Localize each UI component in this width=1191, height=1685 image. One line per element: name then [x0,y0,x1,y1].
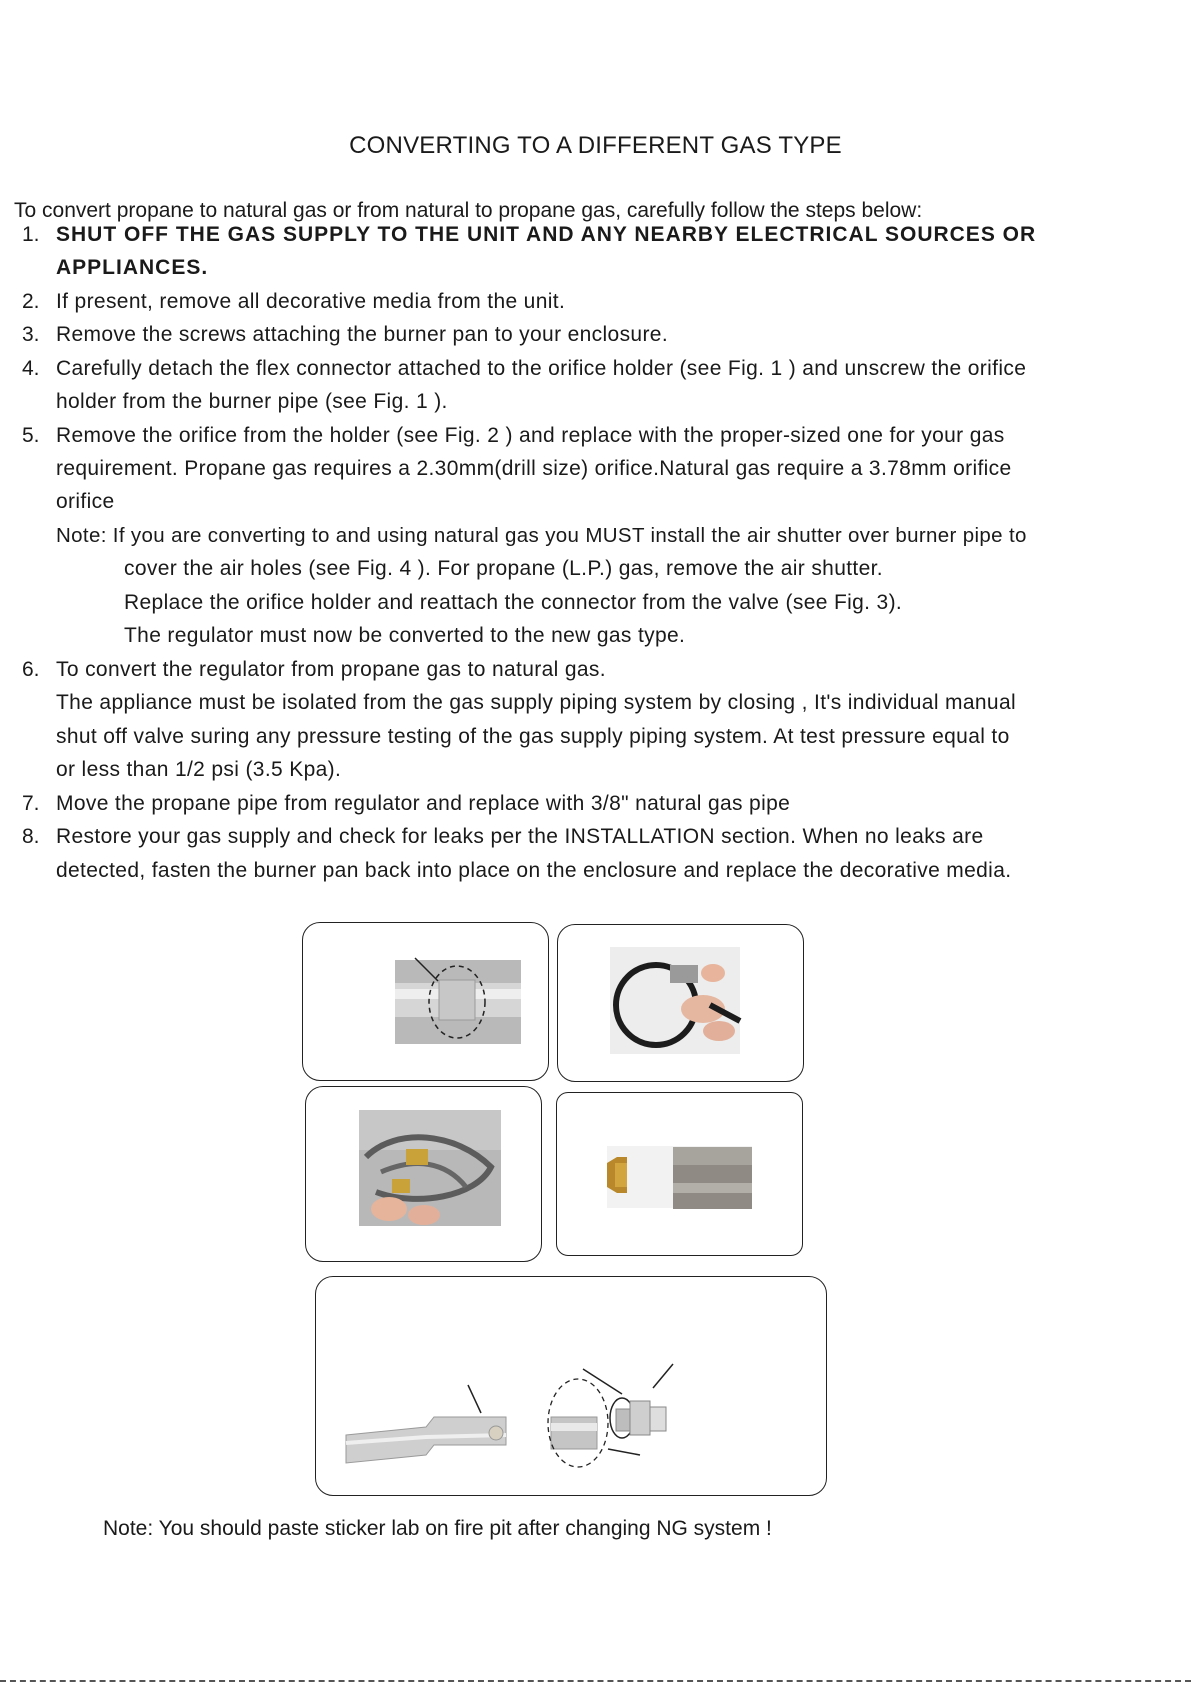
step-8-line-1: Restore your gas supply and check for leaks per the INSTALLATION section. When no leaks are [56,825,984,848]
figure-4-illustration [557,1093,802,1255]
note-line-2: Replace the orifice holder and reattach the connector from the valve (see Fig. 3). [124,591,903,614]
step-4-line-2: holder from the burner pipe (see Fig. 1 ). [56,390,448,413]
figure-3-illustration [306,1087,541,1261]
step-3-line-1: Remove the screws attaching the burner pan to your enclosure. [56,323,669,346]
step-4-line-1: Carefully detach the flex connector attached to the orifice holder (see Fig. 1 ) and unscrew the orifice [56,357,1027,380]
step-6-line-3: shut off valve suring any pressure testing of the gas supply piping system. At test pressure equal to [56,725,1010,748]
step-5-line-1: Remove the orifice from the holder (see Fig. 2 ) and replace with the proper-sized one for your gas [56,424,1005,447]
figure-3-box [305,1086,542,1262]
step-5-line-3: orifice [56,490,115,513]
page-footer-rule [0,1680,1191,1682]
step-6-line-1: To convert the regulator from propane gas to natural gas. [56,658,606,681]
figure-2-box [557,924,804,1082]
intro-text: To convert propane to natural gas or from natural to propane gas, carefully follow the steps below: [14,199,923,222]
step-1-line-2: APPLIANCES. [56,256,209,279]
note-line-1: cover the air holes (see Fig. 4 ). For propane (L.P.) gas, remove the air shutter. [124,557,883,580]
step-2-line-1: If present, remove all decorative media from the unit. [56,290,566,313]
step-number: 8. [22,825,40,848]
step-5-line-2: requirement. Propane gas requires a 2.30mm(drill size) orifice.Natural gas require a 3.78mm orifice [56,457,1012,480]
step-1-line-1: SHUT OFF THE GAS SUPPLY TO THE UNIT AND ANY NEARBY ELECTRICAL SOURCES OR [56,223,1037,246]
step-number: 6. [22,658,40,681]
note-lead: Note: If you are converting to and using natural gas you MUST install the air shutter over burner pipe to [56,524,1027,547]
step-number: 1. [22,223,40,246]
step-8-line-2: detected, fasten the burner pan back into place on the enclosure and replace the decorative media. [56,859,1012,882]
step-number: 2. [22,290,40,313]
step-number: 3. [22,323,40,346]
figure-1-box [302,922,549,1081]
figure-4-box [556,1092,803,1256]
figure-5-illustration [316,1277,826,1495]
page-title: CONVERTING TO A DIFFERENT GAS TYPE [349,132,842,159]
step-number: 4. [22,357,40,380]
step-7-line-1: Move the propane pipe from regulator and replace with 3/8" natural gas pipe [56,792,791,815]
figure-5-box [315,1276,827,1496]
step-number: 7. [22,792,40,815]
note-line-3: The regulator must now be converted to the new gas type. [124,624,686,647]
figure-2-illustration [558,925,803,1081]
step-6-line-4: or less than 1/2 psi (3.5 Kpa). [56,758,342,781]
step-number: 5. [22,424,40,447]
step-6-line-2: The appliance must be isolated from the gas supply piping system by closing , It's individual manual [56,691,1016,714]
figure-1-illustration [303,923,548,1080]
sticker-note: Note: You should paste sticker lab on fire pit after changing NG system ! [103,1517,772,1540]
